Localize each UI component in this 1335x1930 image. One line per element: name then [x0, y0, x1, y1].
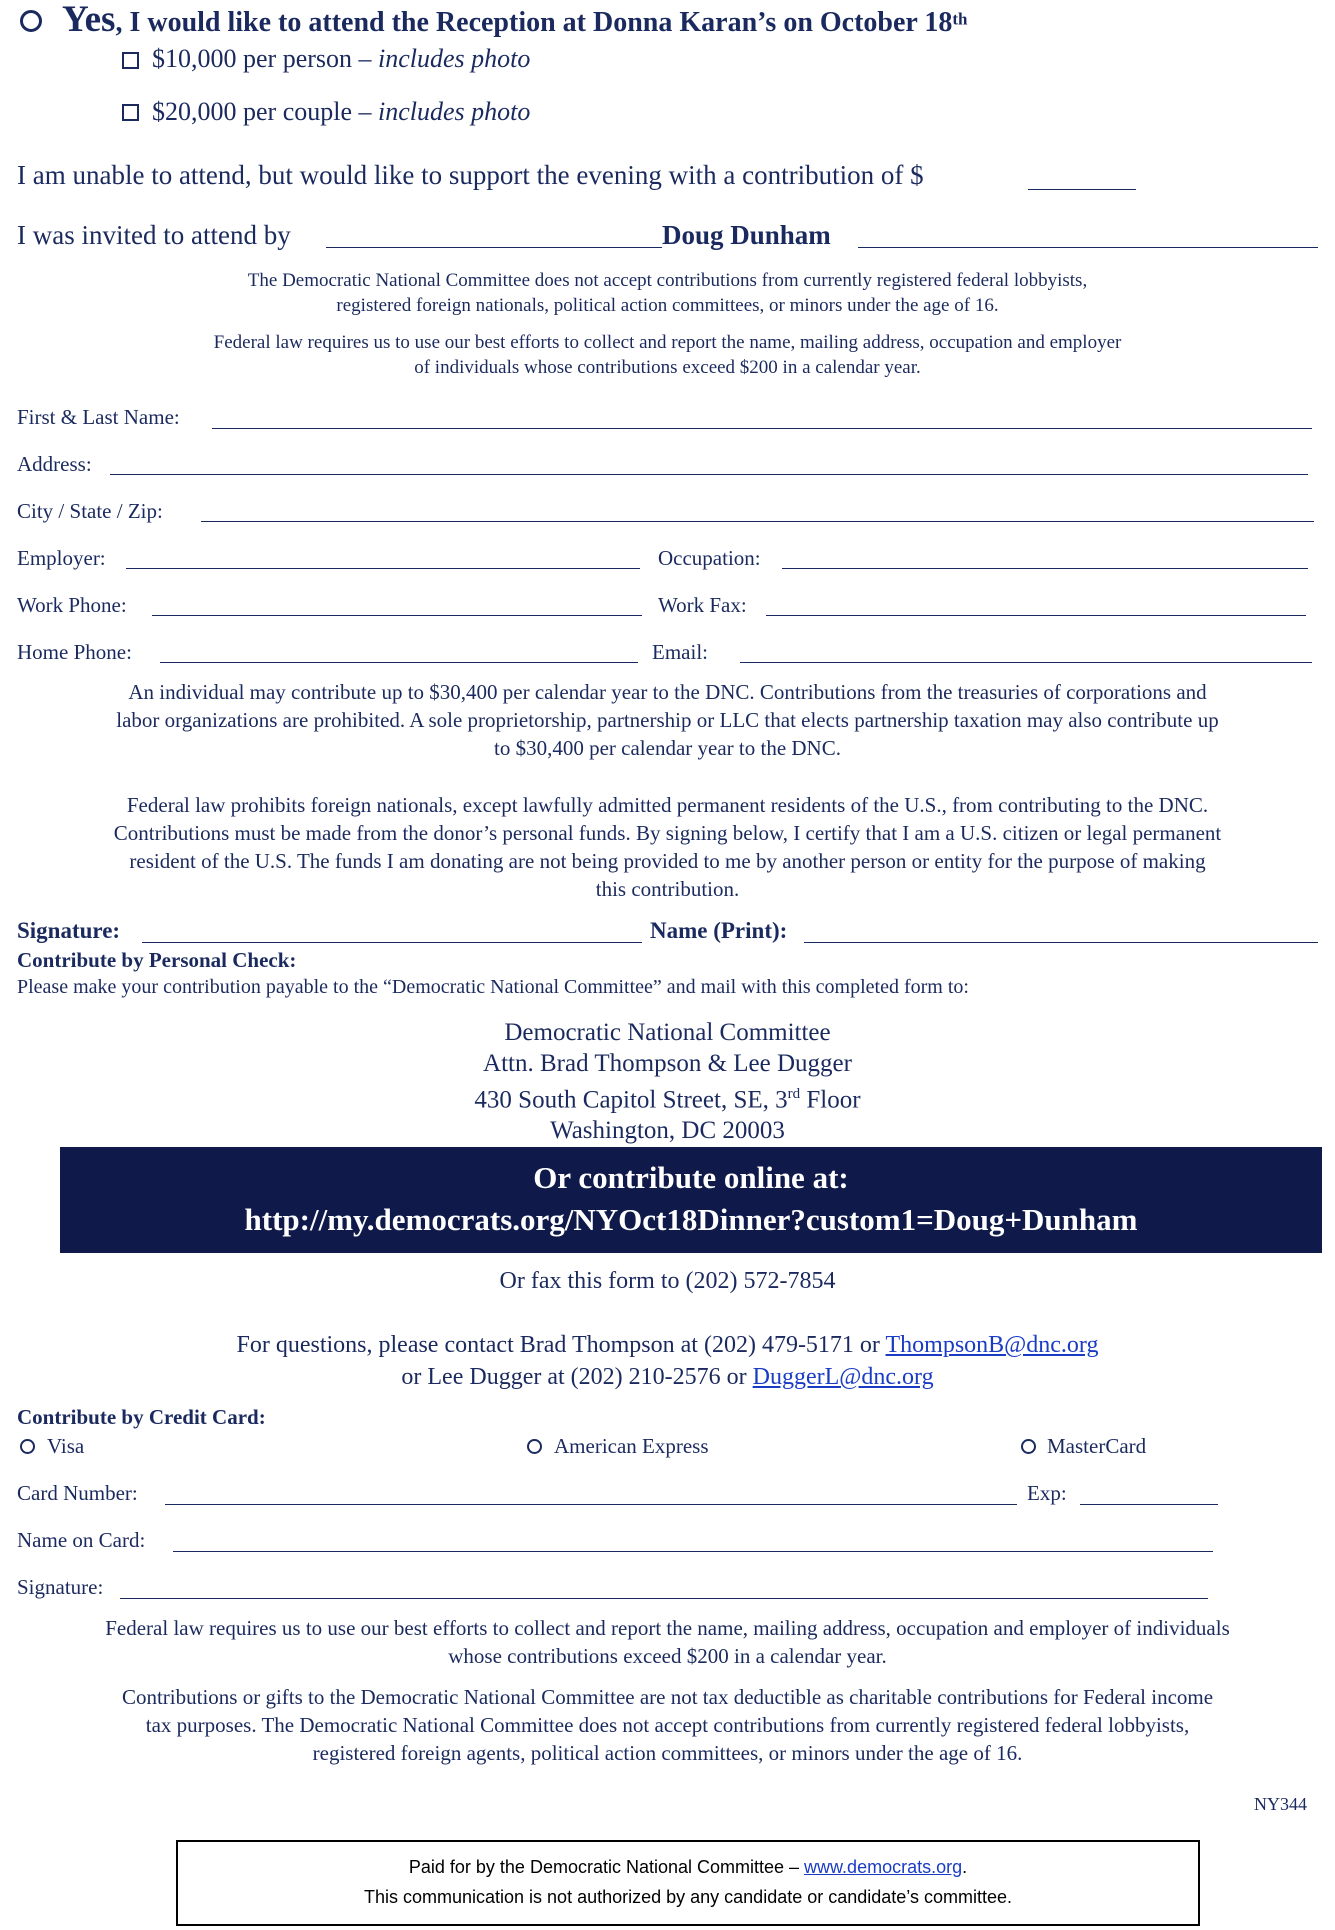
signature-input-line[interactable] — [142, 942, 642, 943]
work-fax-label: Work Fax: — [658, 593, 747, 617]
option-person-price: $10,000 per person – — [152, 44, 379, 73]
unable-text: I am unable to attend, but would like to support the evening with a contribution of $ — [17, 160, 924, 190]
yes-word: Yes — [62, 0, 116, 40]
name-on-card-input-line[interactable] — [173, 1551, 1213, 1552]
footer-reporting-line2: whose contributions exceed $200 in a calendar year. — [448, 1644, 887, 1668]
notice-reporting-line2: of individuals whose contributions exceed $200 in a calendar year. — [414, 357, 921, 378]
home-phone-label: Home Phone: — [17, 640, 132, 664]
footer-reporting-line1: Federal law requires us to use our best efforts to collect and report the name, mailing address, occupation and employer of individuals — [105, 1616, 1230, 1640]
address-line4: Washington, DC 20003 — [550, 1117, 785, 1145]
work-phone-input-line[interactable] — [152, 615, 642, 616]
questions-line1-text: For questions, please contact Brad Thompson at (202) 479-5171 or — [236, 1332, 886, 1358]
option-couple-checkbox[interactable] — [122, 104, 139, 121]
card-number-input-line[interactable] — [165, 1504, 1017, 1505]
mastercard-label: MasterCard — [1047, 1434, 1147, 1458]
visa-radio[interactable] — [20, 1439, 35, 1454]
online-url[interactable]: http://my.democrats.org/NYOct18Dinner?custom1=Doug+Dunham — [244, 1202, 1138, 1237]
work-fax-input-line[interactable] — [766, 615, 1306, 616]
option-couple-note: includes photo — [378, 97, 531, 126]
cert-line4: this contribution. — [595, 877, 740, 901]
cert-line2: Contributions must be made from the donor’s personal funds. By signing below, I certify that I am a U.S. citizen or legal permanent — [113, 821, 1222, 845]
limit-line3: to $30,400 per calendar year to the DNC. — [494, 736, 841, 760]
dugger-email-link[interactable]: DuggerL@dnc.org — [752, 1364, 934, 1390]
footer-tax-line2: tax purposes. The Democratic National Committee does not accept contributions from currently registered federal lobbyists, — [145, 1713, 1190, 1737]
check-instructions: Please make your contribution payable to the “Democratic National Committee” and mail with this completed form to: — [17, 976, 969, 998]
amex-label: American Express — [554, 1434, 709, 1458]
signature-label: Signature: — [17, 918, 121, 943]
address-line1: Democratic National Committee — [504, 1019, 831, 1046]
mailing-address — [0, 1017, 1335, 1146]
notice-reporting — [0, 330, 1335, 380]
exp-label: Exp: — [1027, 1481, 1067, 1505]
address-line3-a: 430 South Capitol Street, SE, 3 — [474, 1086, 788, 1114]
mastercard-radio[interactable] — [1021, 1439, 1036, 1454]
option-couple-price: $20,000 per couple – — [152, 97, 379, 126]
footer-tax-line1: Contributions or gifts to the Democratic National Committee are not tax deductible as charitable contributions for Federal income — [121, 1685, 1214, 1709]
occupation-label: Occupation: — [658, 546, 761, 570]
invited-by-name: Doug Dunham — [662, 220, 831, 250]
email-input-line[interactable] — [740, 662, 1312, 663]
questions-line2 — [0, 1361, 1335, 1393]
certification-paragraph — [0, 791, 1335, 903]
email-label: Email: — [652, 640, 708, 664]
questions-line2-text: or Lee Dugger at (202) 210-2576 or — [401, 1364, 753, 1390]
visa-label: Visa — [47, 1434, 85, 1458]
notice-lobbyists — [0, 268, 1335, 318]
address-input-line[interactable] — [110, 474, 1308, 475]
invited-label: I was invited to attend by — [17, 220, 291, 250]
rsvp-yes-heading — [62, 0, 967, 41]
yes-rest: , I would like to attend the Reception at Donna Karan’s on October 18 — [115, 7, 953, 38]
amex-radio[interactable] — [527, 1439, 542, 1454]
employer-label: Employer: — [17, 546, 106, 570]
disclaimer-paid-text: Paid for by the Democratic National Committee – — [408, 1857, 805, 1877]
notice-reporting-line1: Federal law requires us to use our best efforts to collect and report the name, mailing address, occupation and employer — [213, 332, 1122, 353]
disclaimer-box — [176, 1840, 1200, 1926]
thompson-email-link[interactable]: ThompsonB@dnc.org — [885, 1332, 1099, 1358]
name-print-input-line[interactable] — [804, 942, 1318, 943]
exp-input-line[interactable] — [1080, 1504, 1218, 1505]
card-number-label: Card Number: — [17, 1481, 138, 1505]
notice-lobbyists-line2: registered foreign nationals, political action committees, or minors under the age of 16. — [336, 295, 999, 316]
online-heading: Or contribute online at: — [533, 1160, 849, 1195]
option-person-label — [152, 44, 530, 74]
card-signature-input-line[interactable] — [120, 1598, 1208, 1599]
contribution-amount-line[interactable] — [1028, 189, 1136, 190]
option-couple-label — [152, 97, 530, 127]
questions-line1 — [0, 1329, 1335, 1361]
limit-line1: An individual may contribute up to $30,400 per calendar year to the DNC. Contributions from the treasuries of corporations and — [128, 680, 1207, 704]
credit-heading: Contribute by Credit Card: — [17, 1405, 266, 1429]
footer-tax-line3: registered foreign agents, political action committees, or minors under the age of 16. — [312, 1741, 1023, 1765]
disclaimer-line1 — [178, 1852, 1198, 1882]
footer-tax-paragraph — [0, 1683, 1335, 1767]
yes-sup: th — [952, 9, 968, 29]
name-label: First & Last Name: — [17, 405, 180, 429]
option-person-checkbox[interactable] — [122, 52, 139, 69]
employer-input-line[interactable] — [126, 568, 640, 569]
address-line2: Attn. Brad Thompson & Lee Dugger — [483, 1050, 852, 1077]
democrats-org-link[interactable]: www.democrats.org — [804, 1857, 963, 1877]
address-line3 — [0, 1079, 1335, 1115]
rsvp-yes-radio[interactable] — [20, 10, 42, 32]
occupation-input-line[interactable] — [782, 568, 1308, 569]
city-label: City / State / Zip: — [17, 499, 163, 523]
check-heading: Contribute by Personal Check: — [17, 948, 297, 972]
card-signature-label: Signature: — [17, 1575, 104, 1599]
work-phone-label: Work Phone: — [17, 593, 127, 617]
name-print-label: Name (Print): — [650, 918, 788, 943]
city-input-line[interactable] — [201, 521, 1314, 522]
address-line3-b: Floor — [800, 1086, 861, 1114]
option-person-note: includes photo — [378, 44, 531, 73]
questions-block — [0, 1329, 1335, 1393]
disclaimer-line2: This communication is not authorized by any candidate or candidate’s committee. — [363, 1887, 1012, 1907]
cert-line3: resident of the U.S. The funds I am donating are not being provided to me by another person or entity for the purpose of making — [129, 849, 1206, 873]
notice-lobbyists-line1: The Democratic National Committee does not accept contributions from currently registered federal lobbyists, — [247, 270, 1088, 291]
name-input-line[interactable] — [212, 428, 1312, 429]
disclaimer-period: . — [962, 1857, 968, 1877]
address-label: Address: — [17, 452, 92, 476]
footer-reporting-paragraph — [0, 1614, 1335, 1670]
address-line3-sup: rd — [787, 1086, 801, 1102]
name-on-card-label: Name on Card: — [17, 1528, 146, 1552]
limit-line2: labor organizations are prohibited. A sole proprietorship, partnership or LLC that elects partnership taxation may also contribute up — [116, 708, 1219, 732]
invited-line-left[interactable] — [326, 247, 662, 248]
online-banner — [60, 1147, 1322, 1253]
cert-line1: Federal law prohibits foreign nationals, except lawfully admitted permanent residents of the U.S., from contributing to the DNC. — [126, 793, 1209, 817]
home-phone-input-line[interactable] — [160, 662, 638, 663]
fax-text: Or fax this form to (202) 572-7854 — [499, 1268, 836, 1294]
contribution-limit-paragraph — [0, 678, 1335, 762]
form-code: NY344 — [1254, 1794, 1307, 1814]
invited-line-right[interactable] — [858, 247, 1318, 248]
